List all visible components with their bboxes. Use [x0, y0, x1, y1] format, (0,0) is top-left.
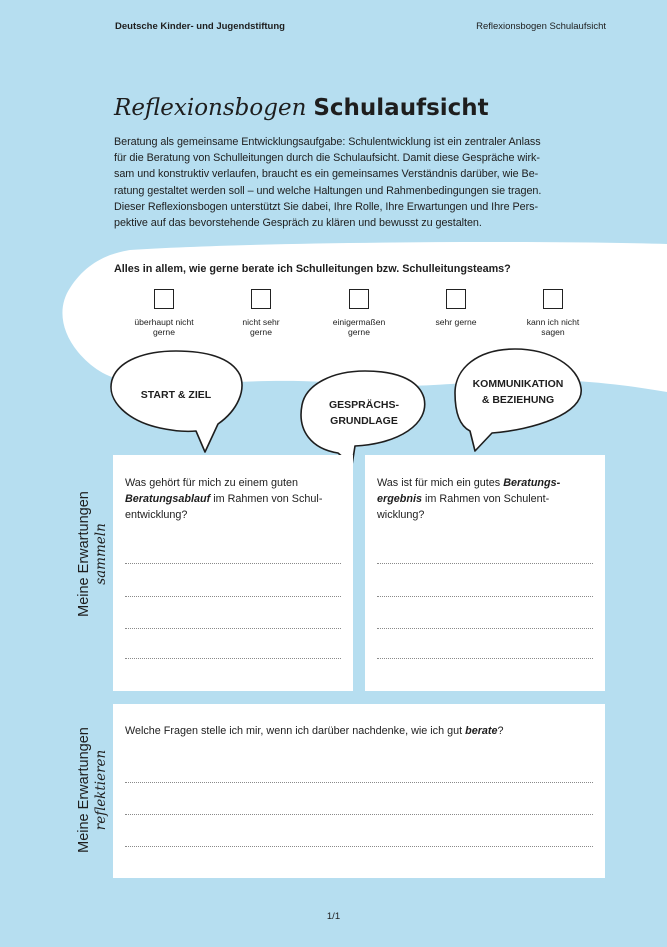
question-beratungsergebnis: Was ist für mich ein gutes Beratungs- ergebnis im Rahmen von Schulent- wicklung?: [377, 477, 561, 522]
intro-line: für die Beratung von Schulleitungen durch die Schulaufsicht. Damit diese Gespräche wirk-: [114, 152, 540, 165]
answer-line[interactable]: [125, 814, 593, 815]
intro-line: Dieser Reflexionsbogen unterstützt Sie dabei, Ihre Rolle, Ihre Erwartungen und Ihre Pers-: [114, 200, 539, 213]
question-berate: Welche Fragen stelle ich mir, wenn ich darüber nachdenke, wie ich gut berate?: [125, 725, 504, 737]
answer-line[interactable]: [125, 782, 593, 783]
panel-beratungsergebnis[interactable]: [365, 455, 605, 691]
header-organization: Deutsche Kinder- und Jugendstiftung: [115, 21, 285, 32]
page-number: 1/1: [326, 911, 341, 922]
answer-line[interactable]: [377, 563, 593, 564]
bubble-label-start-ziel: START & ZIEL: [140, 389, 212, 401]
question-beratungsablauf: Was gehört für mich zu einem guten Beratungsablauf im Rahmen von Schul- entwicklung?: [125, 477, 323, 522]
intro-line: Beratung als gemeinsame Entwicklungsaufgabe: Schulentwicklung ist ein zentraler Anlass: [114, 136, 541, 148]
answer-line[interactable]: [377, 628, 593, 629]
intro-line: sam und konstruktiv verlaufen, braucht es ein gemeinsames Verständnis darüber, wie Be-: [114, 168, 539, 181]
rating-option-label: einigermaßen gerne: [332, 317, 386, 337]
answer-line[interactable]: [125, 563, 341, 564]
bubble-label-kommunikation: KOMMUNIKATION & BEZIEHUNG: [472, 378, 564, 406]
intro-line: ratung gestaltet werden soll – und welche Haltungen und Rahmenbedingungen sie tragen.: [114, 184, 542, 197]
answer-line[interactable]: [125, 596, 341, 597]
rating-option-label: nicht sehr gerne: [242, 317, 280, 337]
answer-line[interactable]: [125, 846, 593, 847]
rating-option-label: überhaupt nicht gerne: [134, 317, 194, 337]
intro-line: pektive auf das bevorstehende Gespräch zu klären und bewusst zu gestalten.: [114, 217, 482, 230]
answer-line[interactable]: [125, 658, 341, 659]
answer-line[interactable]: [125, 628, 341, 629]
rating-question: Alles in allem, wie gerne berate ich Schulleitungen bzw. Schulleitungsteams?: [114, 263, 511, 275]
bubble-label-gespraechsgrundlage: GESPRÄCHS- GRUNDLAGE: [328, 399, 399, 427]
answer-line[interactable]: [377, 596, 593, 597]
title-bold: Schulaufsicht: [313, 95, 489, 121]
answer-line[interactable]: [377, 658, 593, 659]
rating-option-label: sehr gerne: [435, 317, 477, 327]
header-document-name: Reflexionsbogen Schulaufsicht: [476, 21, 606, 32]
rating-option-label: kann ich nicht sagen: [526, 317, 580, 337]
section-label-reflektieren: Meine Erwartungen reflektieren: [76, 727, 109, 853]
panel-reflektieren[interactable]: [113, 704, 605, 878]
section-label-sammeln: Meine Erwartungen sammeln: [76, 491, 109, 617]
title-italic: Reflexionsbogen: [114, 95, 307, 121]
panel-beratungsablauf[interactable]: [113, 455, 353, 691]
